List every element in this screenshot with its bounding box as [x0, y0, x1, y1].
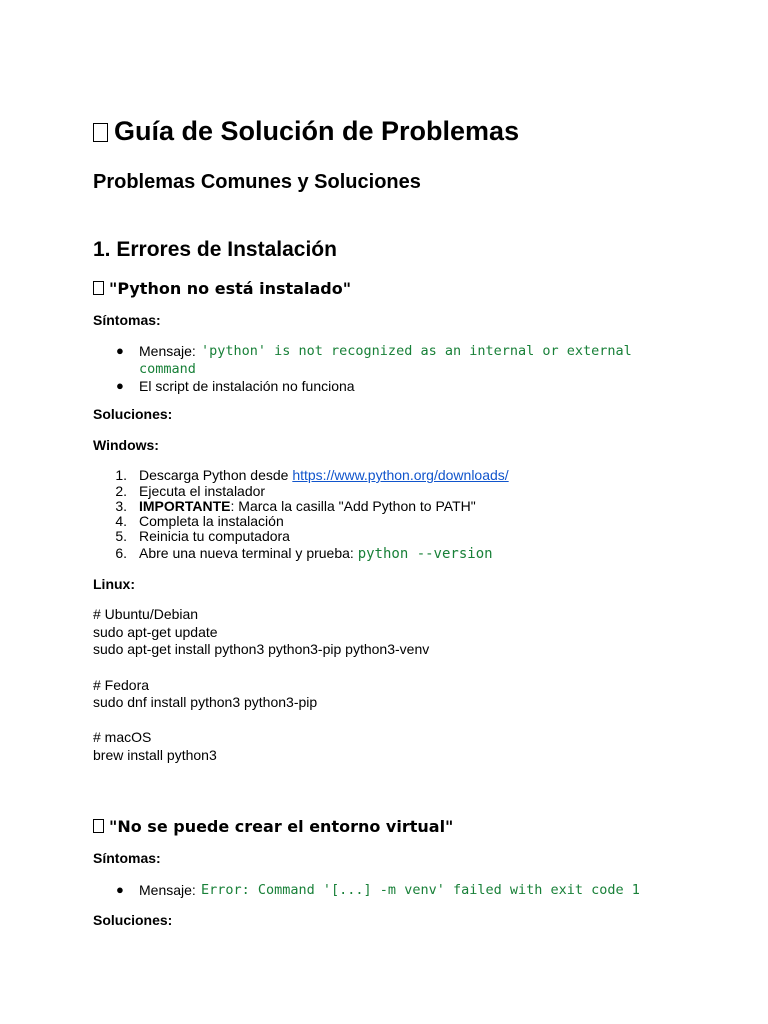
step-text: [139, 467, 509, 483]
code-line: brew install python3: [93, 747, 217, 763]
step-text: [139, 498, 476, 514]
solutions-label: Soluciones:: [93, 912, 173, 928]
missing-glyph-icon: [93, 281, 104, 295]
step-text-part: : Marca la casilla "Add Python to PATH": [230, 498, 476, 514]
page-title-text: Guía de Solución de Problemas: [114, 116, 520, 146]
step-number: 2.: [115, 483, 127, 499]
problem-heading-text: "No se puede crear el entorno virtual": [109, 817, 454, 836]
bullet-icon: ●: [116, 882, 124, 897]
page-subtitle: Problemas Comunes y Soluciones: [93, 171, 421, 193]
python-download-link[interactable]: https://www.python.org/downloads/: [292, 467, 509, 483]
symptom-prefix: Mensaje:: [139, 882, 196, 898]
step-text-part: Abre una nueva terminal y prueba:: [139, 545, 358, 561]
code-line: sudo dnf install python3 python3-pip: [93, 694, 318, 710]
step-number: 6.: [115, 545, 127, 561]
error-message-code: Error: Command '[...] -m venv' failed with exit code 1: [201, 882, 640, 898]
symptoms-label: Síntomas:: [93, 850, 161, 866]
code-line: # Fedora: [93, 677, 150, 693]
problem-heading-text: "Python no está instalado": [109, 279, 352, 298]
problem-heading: [93, 817, 453, 836]
missing-glyph-icon: [93, 819, 104, 833]
section-heading: 1. Errores de Instalación: [93, 238, 337, 261]
code-line: # macOS: [93, 729, 152, 745]
code-line: sudo apt-get install python3 python3-pip python3-venv: [93, 641, 430, 657]
problem-heading: [93, 279, 351, 298]
step-text: Reinicia tu computadora: [139, 528, 290, 544]
linux-label: Linux:: [93, 576, 135, 592]
step-number: 5.: [115, 528, 127, 544]
symptoms-label: Síntomas:: [93, 312, 161, 328]
code-line: # Ubuntu/Debian: [93, 606, 199, 622]
symptom-text: El script de instalación no funciona: [139, 378, 355, 394]
error-message-code-cont: command: [139, 361, 196, 377]
step-number: 1.: [115, 467, 127, 483]
step-text: Ejecuta el instalador: [139, 483, 266, 499]
page-title: [93, 116, 519, 147]
symptom-prefix: Mensaje:: [139, 343, 196, 359]
version-command-code: python --version: [357, 546, 493, 562]
error-message-code: 'python' is not recognized as an internal or external: [201, 343, 632, 359]
step-text: [139, 545, 493, 562]
bullet-icon: ●: [116, 343, 124, 358]
code-line: sudo apt-get update: [93, 624, 218, 640]
solutions-label: Soluciones:: [93, 406, 173, 422]
bullet-icon: ●: [116, 378, 124, 393]
windows-label: Windows:: [93, 437, 159, 453]
step-text-part: Descarga Python desde: [139, 467, 293, 483]
step-number: 3.: [115, 498, 127, 514]
step-number: 4.: [115, 513, 127, 529]
missing-glyph-icon: [93, 123, 108, 142]
important-label: IMPORTANTE: [139, 498, 231, 514]
step-text: Completa la instalación: [139, 513, 284, 529]
